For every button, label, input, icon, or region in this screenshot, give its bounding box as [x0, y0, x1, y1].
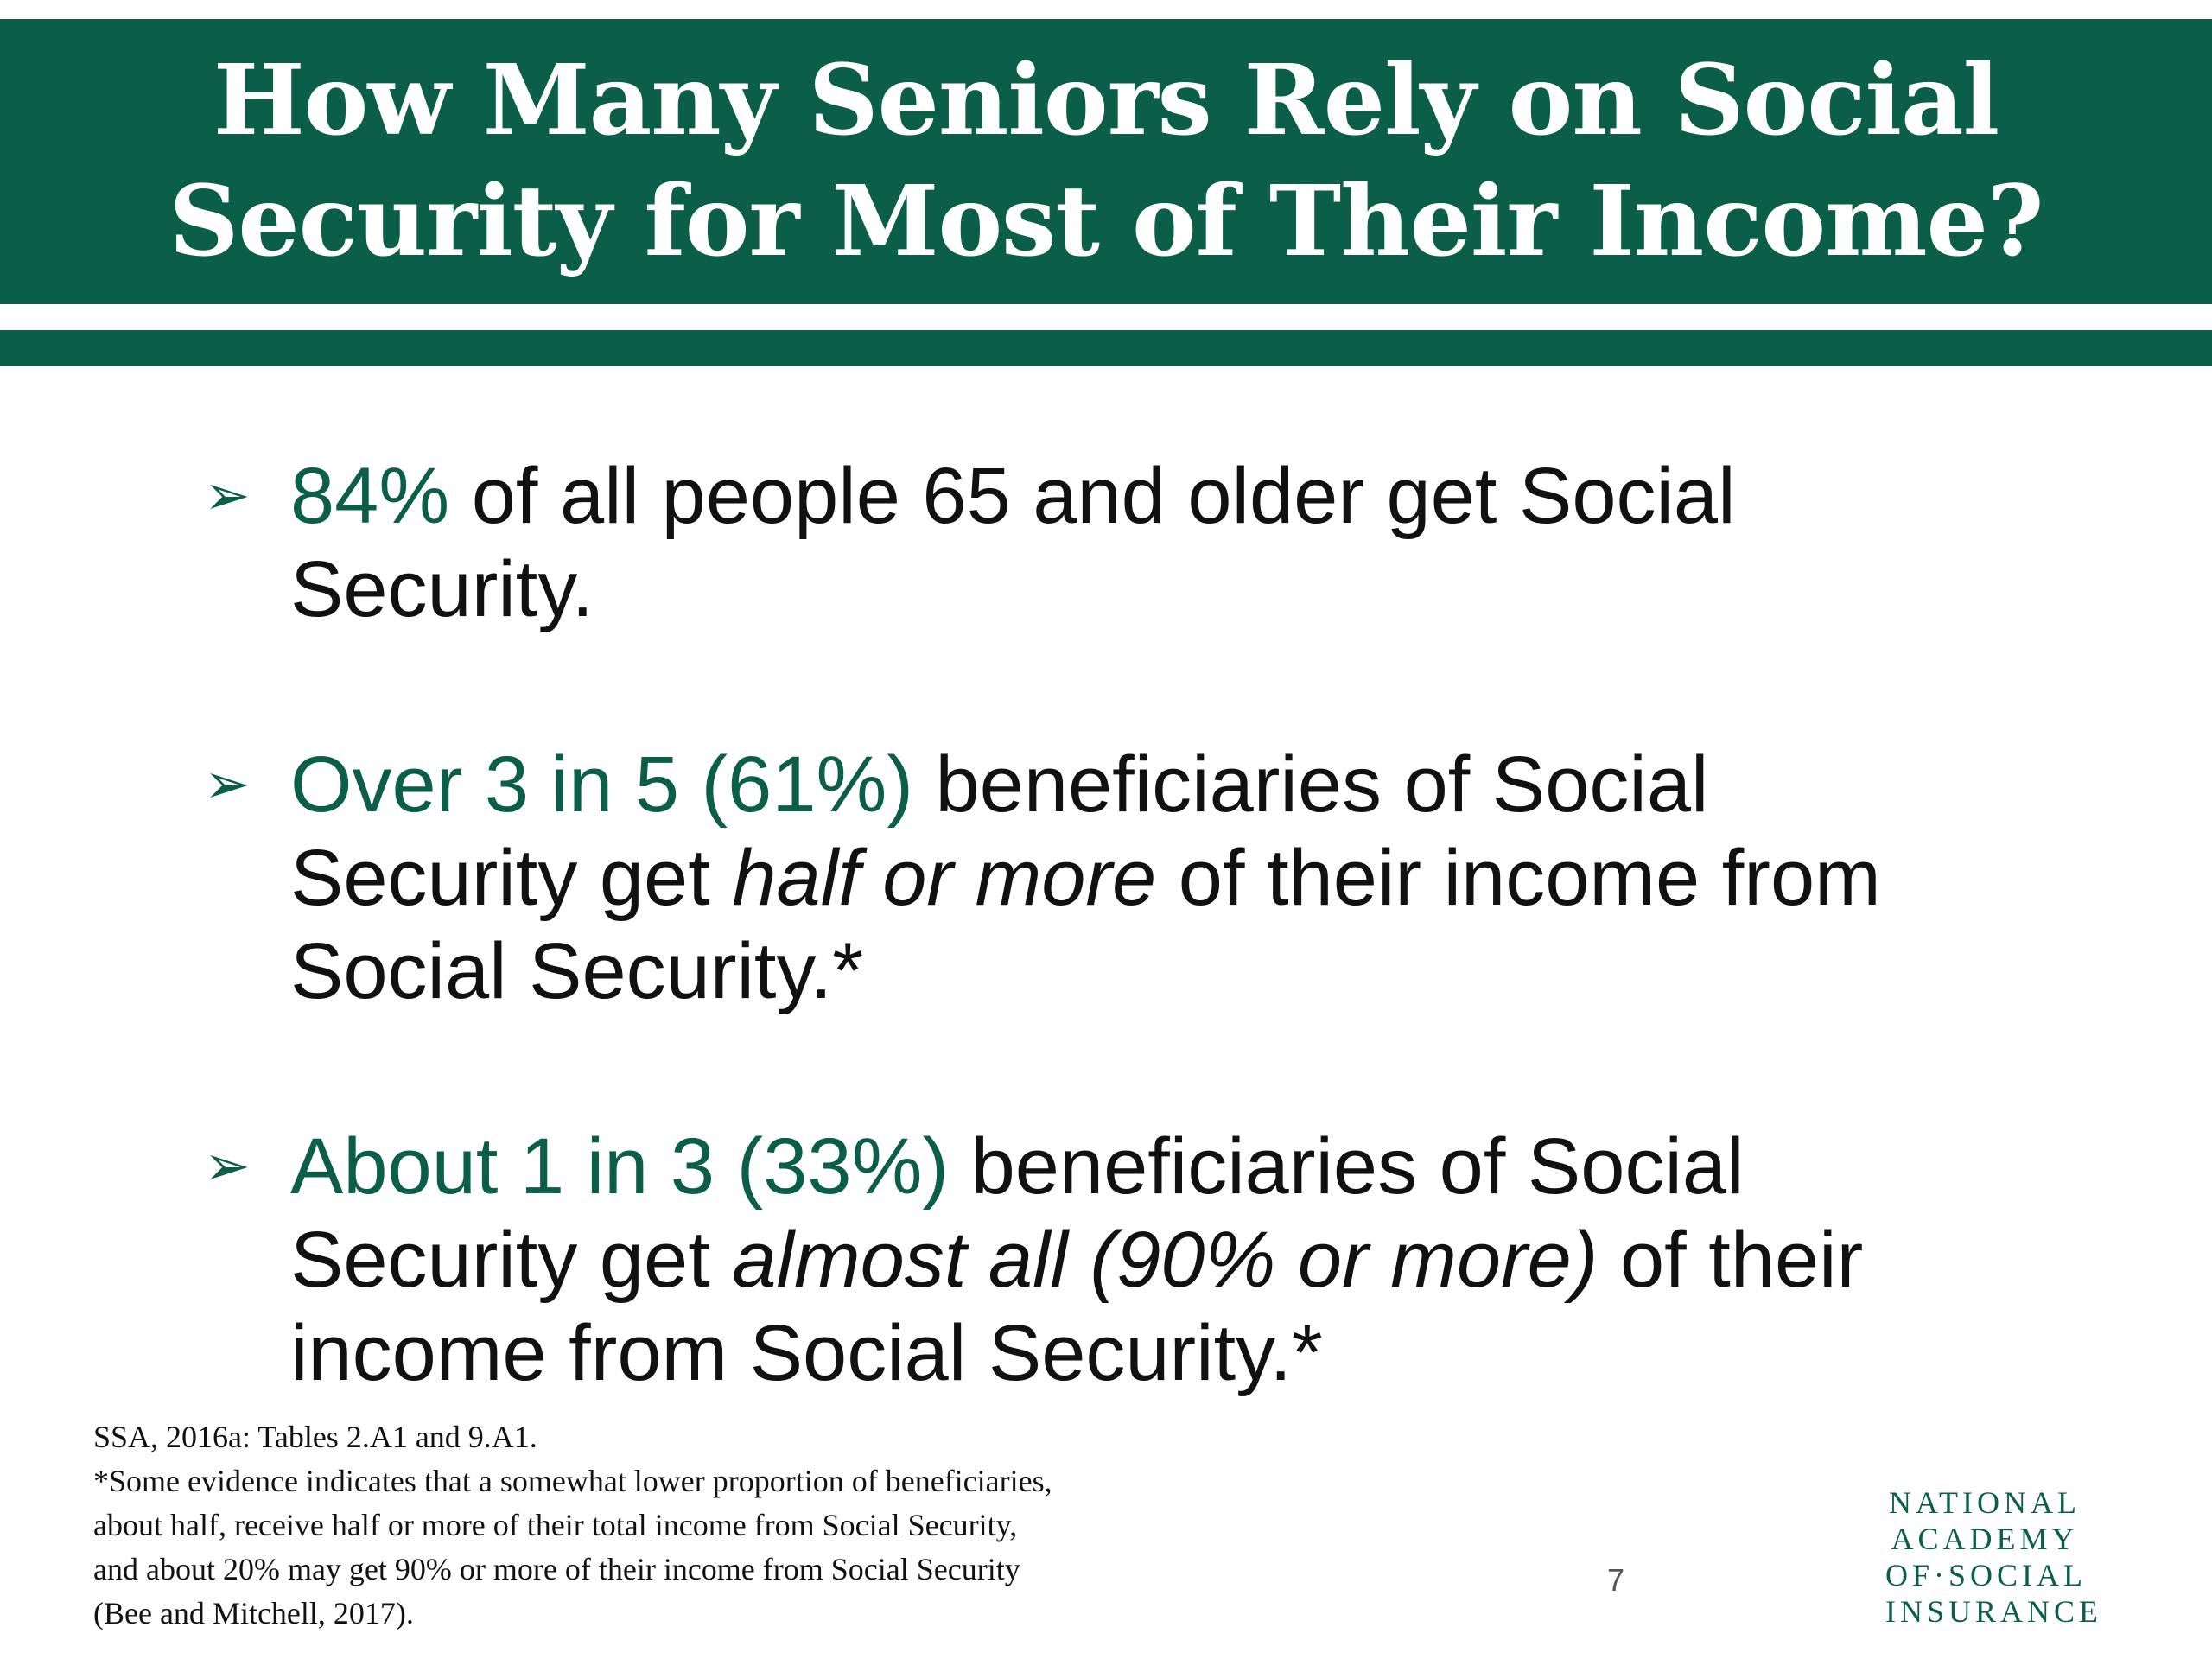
- logo-line-1: NATIONAL: [1889, 1485, 2081, 1520]
- bullet-2-emphasis: half or more: [732, 834, 1157, 922]
- bullet-list: [204, 449, 2062, 1502]
- logo-line-4: INSURANCE: [1885, 1594, 2103, 1629]
- arrow-bullet-icon: ➢: [204, 753, 251, 817]
- bullet-1-highlight: 84%: [290, 452, 450, 540]
- logo-line-3: OF·SOCIAL: [1885, 1558, 2088, 1592]
- title-underline-stripe: [0, 330, 2212, 366]
- bullet-3-highlight: About 1 in 3 (33%): [290, 1122, 950, 1211]
- bullet-2-text-line-2-end: of their income from: [1156, 834, 1881, 922]
- bullet-3-emphasis: almost all (90% or more): [732, 1216, 1599, 1304]
- bullet-item-2: [204, 738, 2062, 1018]
- logo-line-2: ACADEMY: [1891, 1522, 2079, 1556]
- arrow-bullet-icon: ➢: [204, 464, 251, 528]
- slide-title-line-1: How Many Seniors Rely on Social: [213, 44, 1999, 157]
- title-banner: [0, 19, 2212, 304]
- source-notes: [93, 1415, 1338, 1636]
- bullet-2-text: beneficiaries of Social: [912, 741, 1709, 829]
- bullet-3-text-line-2: Security get: [290, 1216, 733, 1304]
- bullet-3-text-line-2-end: of their: [1598, 1216, 1864, 1304]
- footnote-line-1: *Some evidence indicates that a somewhat lower proportion of beneficiaries,: [93, 1464, 1052, 1498]
- page-number: 7: [1607, 1562, 1625, 1598]
- bullet-item-3: [204, 1120, 2062, 1400]
- source-citation: SSA, 2016a: Tables 2.A1 and 9.A1.: [93, 1420, 537, 1454]
- bullet-1-text-continued: Security.: [290, 545, 594, 633]
- footnote-line-2: about half, receive half or more of their total income from Social Security,: [93, 1508, 1018, 1542]
- footnote-line-4: (Bee and Mitchell, 2017).: [93, 1596, 414, 1630]
- bullet-2-highlight: Over 3 in 5 (61%): [290, 741, 913, 829]
- slide-title-line-2: Security for Most of Their Income?: [168, 165, 2044, 278]
- bullet-2-text-line-3: Social Security.*: [290, 927, 864, 1015]
- organization-logo: [1885, 1484, 2103, 1630]
- bullet-item-1: [204, 449, 2062, 636]
- bullet-3-text-line-3: income from Social Security.*: [290, 1309, 1323, 1397]
- footnote-line-3: and about 20% may get 90% or more of their income from Social Security: [93, 1552, 1020, 1586]
- arrow-bullet-icon: ➢: [204, 1135, 251, 1198]
- bullet-2-text-line-2: Security get: [290, 834, 733, 922]
- bullet-1-text: of all people 65 and older get Social: [449, 452, 1736, 540]
- bullet-3-text: beneficiaries of Social: [949, 1122, 1745, 1211]
